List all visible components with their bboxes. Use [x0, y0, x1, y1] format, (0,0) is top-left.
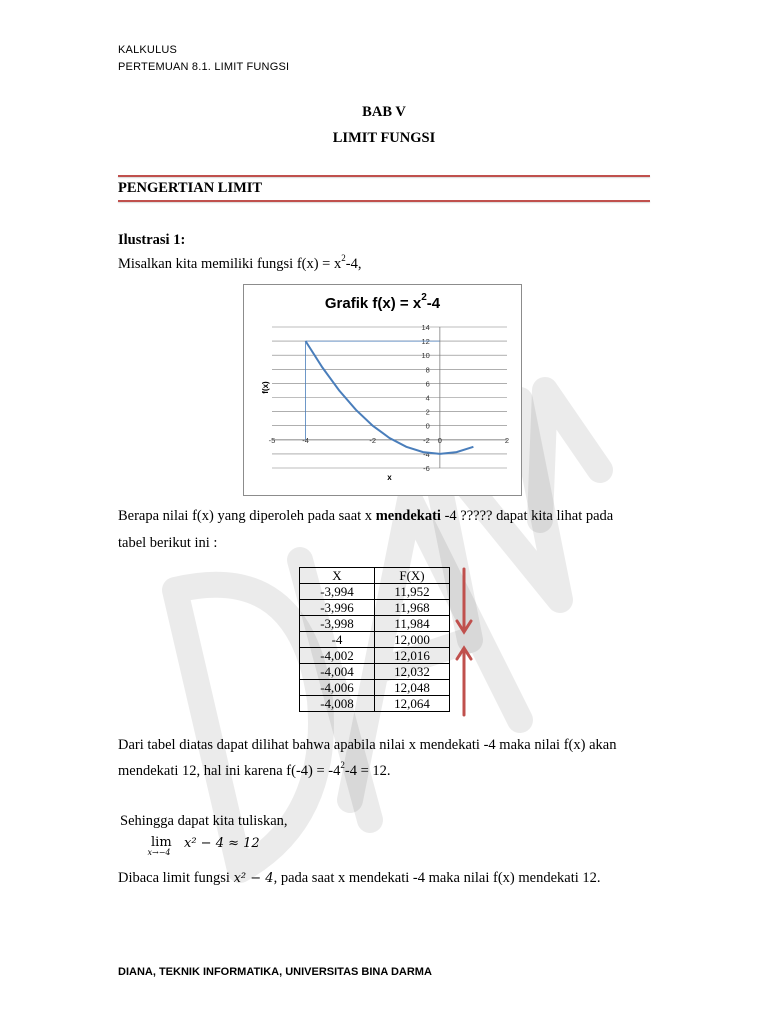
limit-operator [147, 835, 172, 857]
table-row [300, 664, 450, 680]
limit-reading [118, 870, 601, 887]
table-row [300, 632, 450, 648]
question-line1 [118, 508, 613, 525]
conclusion-prefix: mendekati 12, hal ini karena f(-4) = -4 [118, 763, 341, 779]
section-rule-top [118, 175, 650, 177]
y-tick-label: 12 [421, 337, 430, 347]
chart-plot [244, 285, 521, 495]
reading-expr: x² − 4 [233, 871, 274, 886]
table-cell: -4,004 [300, 664, 375, 680]
table-header-x: X [300, 568, 375, 584]
x-tick-label: 2 [504, 435, 510, 445]
conclusion-line1: Dari tabel diatas dapat dilihat bahwa apabila nilai x mendekati -4 maka nilai f(x) akan [118, 737, 617, 753]
illustration-intro [118, 253, 362, 273]
y-tick-label: 0 [425, 421, 430, 431]
table-row [300, 584, 450, 600]
chapter-title: LIMIT FUNGSI [332, 130, 436, 146]
chart-frame [243, 284, 522, 496]
conclusion-suffix: -4 = 12. [344, 763, 391, 779]
page-footer: DIANA, TEKNIK INFORMATIKA, UNIVERSITAS BINA DARMA [118, 966, 432, 978]
table-cell: 11,984 [375, 616, 450, 632]
chart-title-sup: 2 [421, 292, 427, 303]
table-cell: -3,998 [300, 616, 375, 632]
x-tick-label: 0 [437, 435, 442, 445]
table-row [300, 696, 450, 712]
table-row [300, 616, 450, 632]
table-cell: -4,006 [300, 680, 375, 696]
table-cell: -4 [300, 632, 375, 648]
question-suffix: -4 ????? dapat kita lihat pada [440, 508, 614, 524]
table-header-fx: F(X) [375, 568, 450, 584]
table-cell: -3,996 [300, 600, 375, 616]
y-tick-label: 8 [425, 365, 430, 375]
table-header-row [300, 568, 450, 584]
table-row [300, 648, 450, 664]
table-cell: 11,968 [375, 600, 450, 616]
table-cell: 12,016 [375, 648, 450, 664]
table-cell: -3,994 [300, 584, 375, 600]
table-cell: 12,048 [375, 680, 450, 696]
intro-text: Misalkan kita memiliki fungsi f(x) = x [118, 256, 342, 272]
arrow-up-icon [457, 648, 471, 715]
y-tick-label: -6 [423, 464, 430, 473]
table-cell: 12,032 [375, 664, 450, 680]
conclusion-line2 [118, 760, 391, 780]
chapter-number: BAB V [362, 104, 406, 120]
question-prefix: Berapa nilai f(x) yang diperoleh pada saat x [118, 508, 376, 524]
y-axis-label: f(x) [261, 381, 270, 394]
chart-title-mid: ) = x [390, 295, 422, 312]
conclusion-sup: 2 [340, 760, 345, 770]
x-tick-label: -5 [268, 435, 276, 445]
chart-title-x: x [382, 295, 391, 312]
section-heading: PENGERTIAN LIMIT [118, 180, 263, 196]
y-tick-label: -2 [423, 435, 430, 445]
lim-subscript: x→−4 [147, 848, 171, 857]
question-bold: mendekati [375, 508, 441, 524]
limit-intro: Sehingga dapat kita tuliskan, [120, 813, 288, 829]
intro-sup: 2 [341, 253, 346, 263]
chart-title-suffix: -4 [426, 295, 441, 312]
intro-suffix: -4, [345, 256, 362, 272]
x-tick-label: -4 [302, 435, 309, 445]
approach-arrows [452, 565, 476, 720]
lim-word: lim [151, 835, 172, 850]
course-header: KALKULUS [118, 44, 178, 56]
question-line2: tabel berikut ini : [118, 535, 218, 551]
table-row [300, 600, 450, 616]
meeting-header: PERTEMUAN 8.1. LIMIT FUNGSI [118, 61, 290, 73]
table-cell: 11,952 [375, 584, 450, 600]
table-cell: 12,000 [375, 632, 450, 648]
chart-title-prefix: Grafik f( [324, 295, 383, 312]
arrow-down-icon [457, 569, 471, 632]
table-cell: 12,064 [375, 696, 450, 712]
y-tick-label: 14 [421, 323, 430, 332]
table-cell: -4,008 [300, 696, 375, 712]
illustration-label: Ilustrasi 1: [118, 232, 186, 248]
y-tick-label: 10 [421, 351, 430, 361]
y-tick-label: -4 [423, 449, 430, 459]
reading-prefix: Dibaca limit fungsi [118, 870, 234, 886]
values-table [299, 567, 450, 712]
table-cell: -4,002 [300, 648, 375, 664]
limit-expression: x² − 4 ≈ 12 [184, 836, 260, 851]
y-tick-label: 4 [425, 393, 430, 403]
y-tick-label: 6 [425, 379, 430, 389]
section-rule-bottom [118, 200, 650, 202]
x-tick-label: -2 [369, 435, 377, 445]
y-tick-label: 2 [425, 407, 430, 417]
table-row [300, 680, 450, 696]
reading-suffix: , pada saat x mendekati -4 maka nilai f(x) mendekati 12. [273, 870, 601, 886]
x-axis-label: x [387, 473, 392, 482]
